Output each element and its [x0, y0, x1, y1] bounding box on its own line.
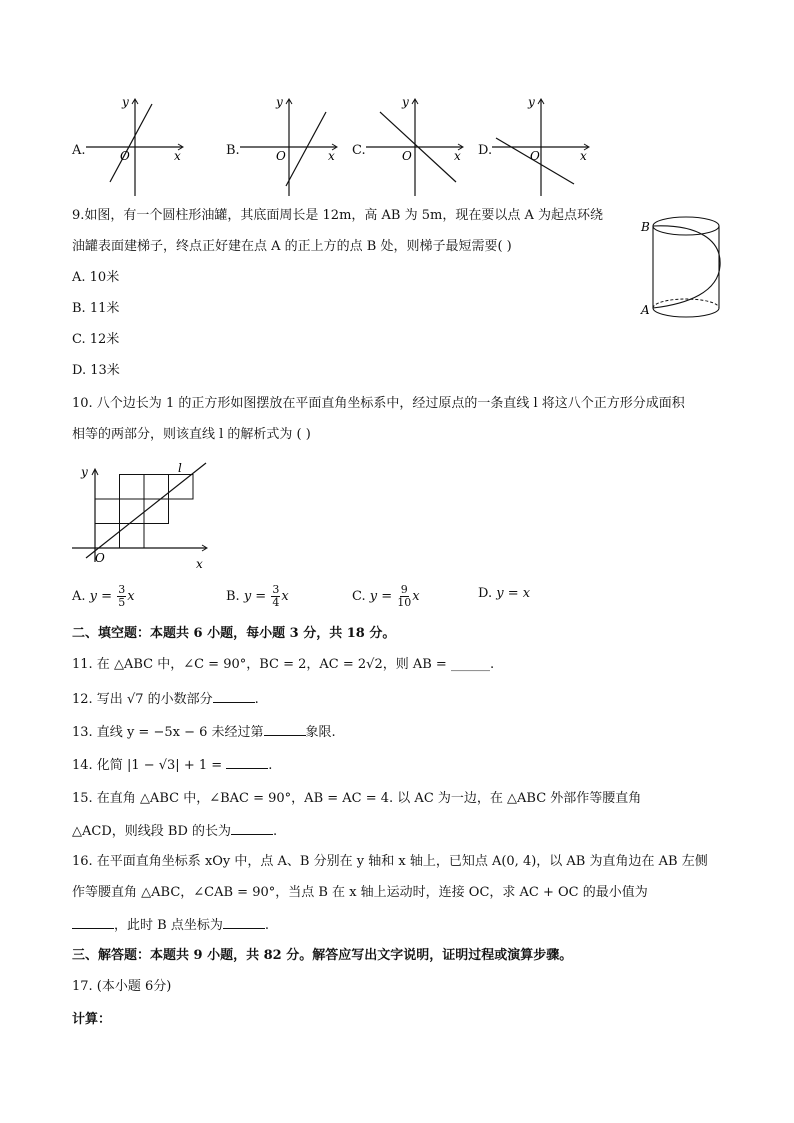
section3-title: 三、解答题：本题共 9 小题，共 82 分。解答应写出文字说明，证明过程或演算步骤。	[72, 948, 573, 963]
q10-option-d: D. y = x	[478, 586, 531, 601]
q8-graph-b-x: x	[328, 149, 335, 163]
q10-figure-y: y	[81, 465, 88, 479]
q16-line3: ，此时 B 点坐标为 .	[72, 914, 269, 936]
q10-option-b: B. y = $\frac{3}{4}$ x	[226, 583, 289, 609]
q8-option-c-label: C.	[352, 143, 366, 158]
q9-stem-line2: 油罐表面建梯子，终点正好建在点 A 的正上方的点 B 处，则梯子最短需要( )	[72, 239, 512, 254]
q15-line1: 15. 在直角 △ABC 中，∠BAC = 90°，AB = AC = 4. 以 AC 为一边，在 △ABC 外部作等腰直角	[72, 791, 642, 806]
q8-graph-a-y: y	[122, 95, 129, 109]
q10-option-c: C. y = $\frac{9}{10}$ x	[352, 583, 420, 609]
q13-answer-blank[interactable]	[264, 721, 306, 736]
q16-answer-blank-2[interactable]	[223, 914, 265, 929]
q9-option-c: C. 12米	[72, 332, 120, 347]
q9-figure-label-a: A	[641, 303, 650, 317]
section2-title: 二、填空题：本题共 6 小题，每小题 3 分，共 18 分。	[72, 626, 396, 641]
q8-graph-c-origin: O	[402, 149, 412, 163]
q9-stem-line1: 9.如图，有一个圆柱形油罐，其底面周长是 12m，高 AB 为 5m，现在要以点 A 为起点环绕	[72, 208, 603, 223]
q8-option-a-label: A.	[72, 143, 86, 158]
q8-graph-a	[86, 94, 196, 198]
q15-line2: △ACD，则线段 BD 的长为 .	[72, 820, 277, 842]
q17-sub: 计算：	[72, 1012, 112, 1027]
q11-text: 11. 在 △ABC 中，∠C = 90°，BC = 2，AC = 2√2，则 AB = ______.	[72, 657, 495, 672]
q8-graph-b-y: y	[276, 95, 283, 109]
q8-option-d-label: D.	[478, 143, 493, 158]
q8-graph-c-x: x	[454, 149, 461, 163]
q9-cylinder-figure	[638, 210, 728, 322]
q8-graph-c	[366, 94, 476, 198]
q13-line: 13. 直线 y = −5x − 6 未经过第 象限.	[72, 721, 336, 743]
q8-graph-b	[240, 94, 350, 198]
q8-graph-c-y: y	[402, 95, 409, 109]
q9-figure-label-b: B	[641, 220, 650, 234]
q15-answer-blank[interactable]	[231, 820, 273, 835]
q17-title: 17. (本小题 6分)	[72, 979, 172, 994]
q10-squares-figure	[68, 458, 216, 574]
q8-graph-d	[492, 94, 602, 198]
q8-graph-a-x: x	[174, 149, 181, 163]
q12-answer-blank[interactable]	[213, 688, 255, 703]
q8-graph-d-origin: O	[530, 149, 540, 163]
q14-answer-blank[interactable]	[226, 754, 268, 769]
q10-stem-line1: 10. 八个边长为 1 的正方形如图摆放在平面直角坐标系中，经过原点的一条直线 l 将这八个正方形分成面积	[72, 396, 685, 411]
q9-option-d: D. 13米	[72, 363, 120, 378]
q16-line2: 作等腰直角 △ABC，∠CAB = 90°，当点 B 在 x 轴上运动时，连接 OC，求 AC + OC 的最小值为	[72, 885, 648, 900]
q10-figure-line-label: l	[178, 461, 182, 475]
q16-answer-blank-1[interactable]	[72, 914, 114, 929]
q12-line: 12. 写出 √7 的小数部分 .	[72, 688, 259, 710]
q10-stem-line2: 相等的两部分，则该直线 l 的解析式为 ( )	[72, 427, 311, 442]
q8-graph-d-y: y	[528, 95, 535, 109]
q10-figure-origin: O	[95, 551, 105, 565]
q8-option-b-label: B.	[226, 143, 240, 158]
q9-option-a: A. 10米	[72, 270, 120, 285]
q10-figure-x: x	[196, 557, 203, 571]
q8-graph-b-origin: O	[276, 149, 286, 163]
q8-graph-d-x: x	[580, 149, 587, 163]
q16-line1: 16. 在平面直角坐标系 xOy 中，点 A、B 分别在 y 轴和 x 轴上，已知点 A(0, 4)，以 AB 为直角边在 AB 左侧	[72, 854, 708, 869]
q8-graph-a-origin: O	[120, 149, 130, 163]
q10-option-a: A. y = $\frac{3}{5}$ x	[72, 583, 135, 609]
q9-option-b: B. 11米	[72, 301, 120, 316]
q14-line: 14. 化简 |1 − √3| + 1 = .	[72, 754, 272, 776]
